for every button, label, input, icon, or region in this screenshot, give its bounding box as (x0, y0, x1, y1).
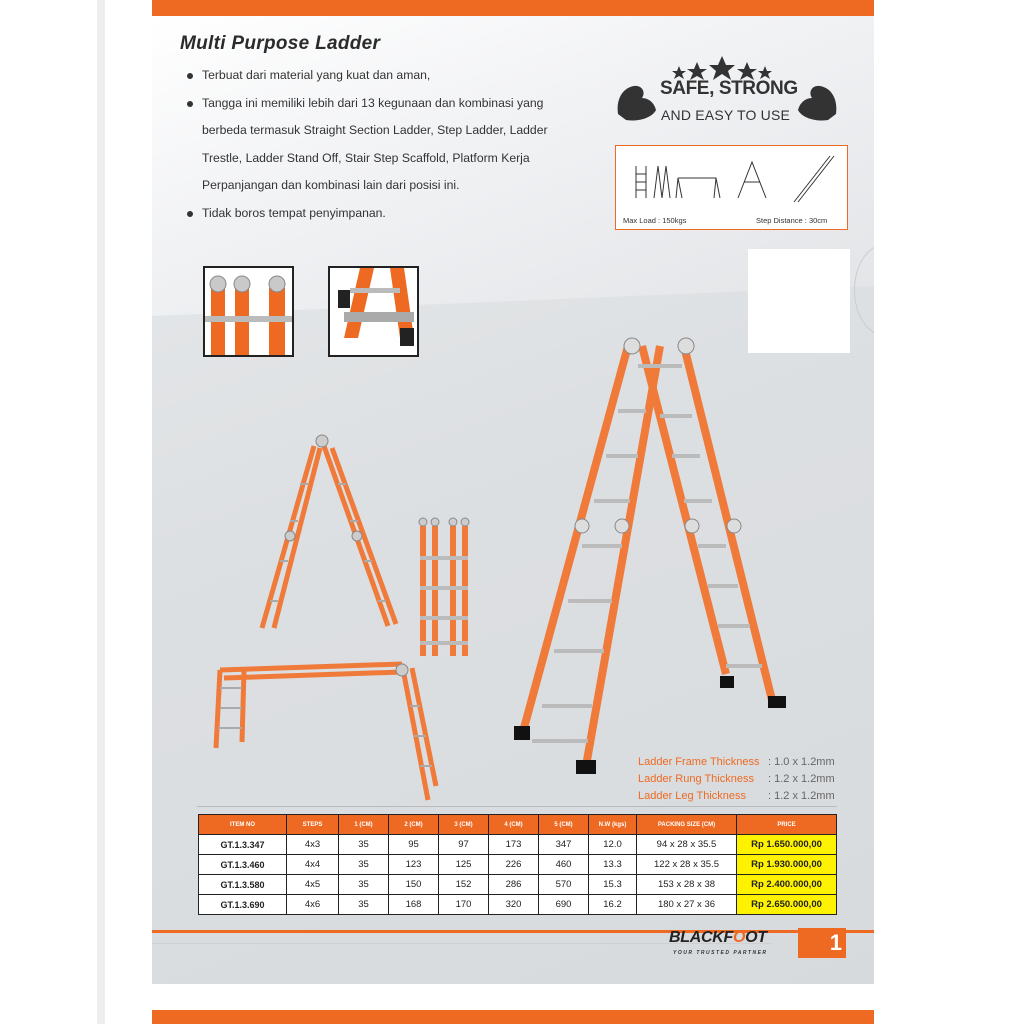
table-cell: 173 (489, 835, 539, 855)
table-cell: 286 (489, 875, 539, 895)
column-header: PACKING SIZE (CM) (637, 815, 737, 835)
table-row (199, 895, 837, 915)
table-cell: 170 (439, 895, 489, 915)
item-no-cell: GT.1.3.690 (199, 895, 287, 915)
table-cell: 125 (439, 855, 489, 875)
page-title: Multi Purpose Ladder (180, 33, 381, 54)
table-cell: 150 (389, 875, 439, 895)
page-number: 1 (798, 928, 846, 958)
column-header: 2 (CM) (389, 815, 439, 835)
feature-item: Terbuat dari material yang kuat dan aman, (184, 62, 584, 90)
table-cell: 4x6 (287, 895, 339, 915)
table-cell: 95 (389, 835, 439, 855)
table-cell: 180 x 27 x 36 (637, 895, 737, 915)
price-table (198, 814, 837, 915)
table-cell: 4x3 (287, 835, 339, 855)
scaffold-ladder-image (216, 664, 436, 800)
feature-item: Tidak boros tempat penyimpanan. (184, 200, 584, 228)
table-cell: 35 (339, 855, 389, 875)
table-row (199, 835, 837, 855)
column-header: ITEM NO (199, 815, 287, 835)
item-no-cell: GT.1.3.347 (199, 835, 287, 855)
table-cell: 320 (489, 895, 539, 915)
column-header: 4 (CM) (489, 815, 539, 835)
spec-row: Ladder Rung Thickness : 1.2 x 1.2mm (638, 773, 835, 785)
column-header: PRICE (737, 815, 837, 835)
ladder-illustrations (152, 16, 874, 806)
table-cell: 153 x 28 x 38 (637, 875, 737, 895)
table-cell: 4x4 (287, 855, 339, 875)
table-cell: 35 (339, 875, 389, 895)
table-cell: 690 (539, 895, 589, 915)
table-cell: 226 (489, 855, 539, 875)
brand-tagline: YOUR TRUSTED PARTNER (673, 950, 768, 956)
column-header: N.W (kgs) (589, 815, 637, 835)
table-cell: 347 (539, 835, 589, 855)
table-cell: 123 (389, 855, 439, 875)
table-cell: 35 (339, 895, 389, 915)
a-frame-ladder-image (262, 435, 396, 628)
spec-row: Ladder Frame Thickness : 1.0 x 1.2mm (638, 756, 835, 768)
spec-list (638, 754, 835, 805)
item-no-cell: GT.1.3.460 (199, 855, 287, 875)
table-cell: 97 (439, 835, 489, 855)
column-header: 5 (CM) (539, 815, 589, 835)
item-no-cell: GT.1.3.580 (199, 875, 287, 895)
badge-headline: SAFE, STRONG (660, 78, 798, 99)
folded-ladder-image (419, 518, 469, 656)
table-separator (197, 806, 837, 807)
badge-subline: AND EASY TO USE (661, 107, 791, 123)
table-cell: 94 x 28 x 35.5 (637, 835, 737, 855)
table-cell: 122 x 28 x 35.5 (637, 855, 737, 875)
brand-logo: BLACKFOOT (669, 929, 767, 946)
column-header: 3 (CM) (439, 815, 489, 835)
table-cell: 13.3 (589, 855, 637, 875)
table-cell: 4x5 (287, 875, 339, 895)
table-header-row (199, 815, 837, 835)
large-a-frame-ladder-image (514, 338, 786, 774)
table-cell: 16.2 (589, 895, 637, 915)
price-cell: Rp 2.400.000,00 (737, 875, 837, 895)
price-cell: Rp 2.650.000,00 (737, 895, 837, 915)
table-cell: 15.3 (589, 875, 637, 895)
table-cell: 35 (339, 835, 389, 855)
column-header: STEPS (287, 815, 339, 835)
bottom-orange-band (152, 1010, 874, 1024)
table-cell: 12.0 (589, 835, 637, 855)
step-distance-label: Step Distance : 30cm (756, 216, 828, 225)
table-cell: 460 (539, 855, 589, 875)
max-load-label: Max Load : 150kgs (623, 216, 687, 225)
table-row (199, 855, 837, 875)
price-cell: Rp 1.930.000,00 (737, 855, 837, 875)
top-orange-band (152, 0, 874, 16)
table-cell: 570 (539, 875, 589, 895)
column-header: 1 (CM) (339, 815, 389, 835)
table-row (199, 875, 837, 895)
feature-item: Tangga ini memiliki lebih dari 13 kegunaan dan kombinasi yang berbeda termasuk Straight Section Ladder, Step Ladder, Ladder Trestle, Ladder Stand Off, Stair Step Scaffold, Platform Kerja Perpanjangan dan kombinasi lain dari posisi ini. (184, 90, 584, 200)
spec-row: Ladder Leg Thickness : 1.2 x 1.2mm (638, 790, 835, 802)
table-cell: 152 (439, 875, 489, 895)
left-border-strip (97, 0, 105, 1024)
price-cell: Rp 1.650.000,00 (737, 835, 837, 855)
brochure-page (152, 16, 874, 984)
table-cell: 168 (389, 895, 439, 915)
